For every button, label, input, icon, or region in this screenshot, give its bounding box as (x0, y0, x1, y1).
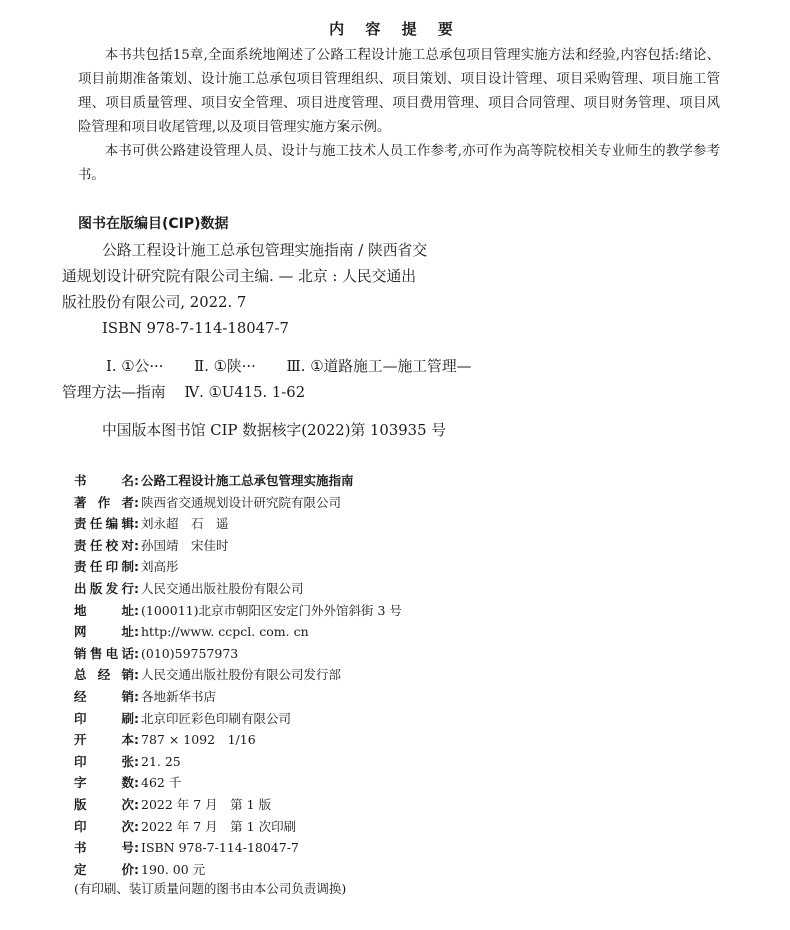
info-label: 版 次 (74, 796, 134, 812)
info-row (74, 470, 714, 492)
info-row (74, 816, 714, 838)
info-label: 责 任 编 辑 (74, 516, 134, 532)
cip-block (62, 238, 492, 444)
info-colon: : (134, 473, 139, 488)
info-label: 地 址 (74, 602, 134, 618)
info-value: (100011)北京市朝阳区安定门外外馆斜街 3 号 (141, 602, 402, 618)
info-value: 北京印匠彩色印刷有限公司 (141, 710, 292, 726)
info-colon: : (134, 796, 139, 812)
info-value: 人民交通出版社股份有限公司发行部 (141, 667, 342, 683)
info-value: 刘高彤 (141, 559, 179, 575)
info-label: 印 次 (74, 818, 134, 834)
cip-class-1: Ⅰ. ①公··· (106, 358, 164, 375)
info-value: 190. 00 元 (141, 861, 206, 877)
info-row (74, 535, 714, 557)
info-colon: : (134, 494, 139, 510)
info-label: 书 名 (74, 473, 134, 488)
info-row (74, 664, 714, 686)
info-colon: : (134, 753, 139, 769)
cip-classification-cont (62, 380, 492, 406)
cip-class-2: Ⅱ. ①陕··· (194, 358, 256, 375)
info-row (74, 708, 714, 730)
summary-title: 内 容 提 要 (329, 20, 461, 38)
info-colon: : (134, 710, 139, 726)
info-value: 孙国靖 宋佳时 (141, 537, 229, 553)
info-colon: : (134, 624, 139, 640)
info-row (74, 729, 714, 751)
cip-class-3: Ⅲ. ①道路施工—施工管理— (286, 358, 472, 375)
cip-isbn: ISBN 978-7-114-18047-7 (102, 320, 289, 337)
cip-classification (62, 354, 492, 380)
info-colon: : (134, 559, 139, 575)
cip-line-3: 版社股份有限公司, 2022. 7 (62, 294, 247, 311)
cip-class-cont: 管理方法—指南 (62, 384, 166, 401)
summary-paragraph-1: 本书共包括15章,全面系统地阐述了公路工程设计施工总承包项目管理实施方法和经验,内容包括:绪论、项目前期准备策划、设计施工总承包项目管理组织、项目策划、项目设计管理、项目采购管理、项目施工管理、项目质量管理、项目安全管理、项目进度管理、项目费用管理、项目合同管理、项目财务管理、项目风险管理和项目收尾管理,以及项目管理实施方案示例。 (78, 48, 720, 135)
info-value: ISBN 978-7-114-18047-7 (141, 840, 299, 856)
info-row (74, 621, 714, 643)
info-row (74, 751, 714, 773)
info-colon: : (134, 602, 139, 618)
info-value: 各地新华书店 (141, 688, 217, 704)
info-value: 21. 25 (141, 753, 181, 769)
info-label: 著 作 者 (74, 494, 134, 510)
cip-class-4: Ⅳ. ①U415. 1-62 (184, 384, 306, 401)
info-colon: : (134, 688, 139, 704)
summary-body (78, 44, 720, 188)
info-colon: : (134, 840, 139, 856)
info-row (74, 513, 714, 535)
cip-line-2: 通规划设计研究院有限公司主编. — 北京 : 人民交通出 (62, 268, 417, 285)
info-label: 责 任 印 制 (74, 559, 134, 575)
info-value: 2022 年 7 月 第 1 次印刷 (141, 818, 297, 834)
info-value: http://www. ccpcl. com. cn (141, 624, 309, 640)
info-colon: : (134, 775, 139, 791)
publication-info (74, 470, 714, 880)
info-label: 销 售 电 话 (74, 645, 134, 661)
info-colon: : (134, 516, 139, 532)
info-colon: : (134, 732, 139, 748)
cip-heading: 图书在版编目(CIP)数据 (78, 216, 229, 232)
info-value: (010)59757973 (141, 645, 239, 661)
cip-line-1: 公路工程设计施工总承包管理实施指南 / 陕西省交 (102, 242, 428, 259)
info-value: 787 × 1092 1/16 (141, 732, 256, 748)
info-row (74, 837, 714, 859)
info-row (74, 643, 714, 665)
info-label: 书 号 (74, 840, 134, 856)
info-value: 刘永超 石 遥 (141, 516, 229, 532)
info-row (74, 772, 714, 794)
info-row (74, 794, 714, 816)
info-colon: : (134, 667, 139, 683)
info-label: 字 数 (74, 775, 134, 791)
summary-paragraph-2: 本书可供公路建设管理人员、设计与施工技术人员工作参考,亦可作为高等院校相关专业师生的教学参考书。 (78, 144, 720, 183)
info-row (74, 492, 714, 514)
cip-record: 中国版本图书馆 CIP 数据核字(2022)第 103935 号 (102, 422, 446, 439)
info-value: 462 千 (141, 775, 182, 791)
info-label: 印 刷 (74, 710, 134, 726)
info-label: 印 张 (74, 753, 134, 769)
info-row (74, 859, 714, 881)
info-label: 网 址 (74, 624, 134, 640)
info-label: 责 任 校 对 (74, 537, 134, 553)
info-colon: : (134, 537, 139, 553)
info-label: 定 价 (74, 861, 134, 877)
info-colon: : (134, 818, 139, 834)
info-label: 开 本 (74, 732, 134, 748)
info-value: 陕西省交通规划设计研究院有限公司 (141, 494, 342, 510)
info-label: 总 经 销 (74, 667, 134, 683)
info-colon: : (134, 580, 139, 596)
info-label: 经 销 (74, 688, 134, 704)
info-row (74, 600, 714, 622)
info-row (74, 686, 714, 708)
info-value: 2022 年 7 月 第 1 版 (141, 796, 272, 812)
info-label: 出 版 发 行 (74, 580, 134, 596)
info-row (74, 578, 714, 600)
info-value: 人民交通出版社股份有限公司 (141, 580, 304, 596)
info-row (74, 556, 714, 578)
info-colon: : (134, 861, 139, 877)
info-colon: : (134, 645, 139, 661)
info-value: 公路工程设计施工总承包管理实施指南 (141, 473, 354, 488)
quality-note: (有印刷、装订质量问题的图书由本公司负责调换) (74, 881, 347, 896)
